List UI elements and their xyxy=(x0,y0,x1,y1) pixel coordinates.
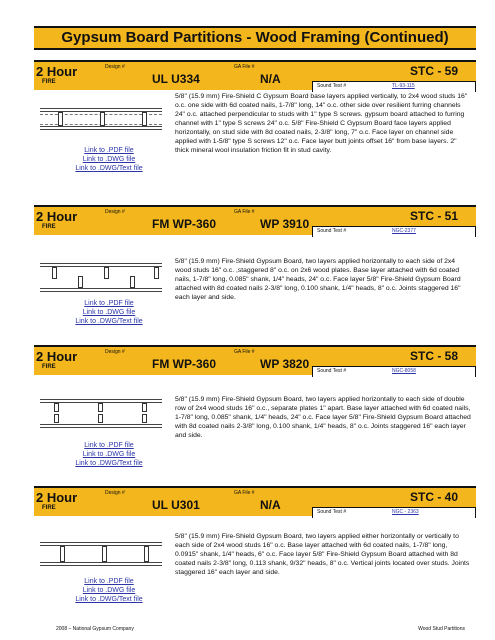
fire-rating: 2 Hour xyxy=(36,490,78,505)
file-links xyxy=(44,299,174,326)
assembly-drawing xyxy=(40,393,162,433)
stc-rating: STC - 58 xyxy=(409,349,458,363)
dwg-text-link[interactable]: Link to .DWG/Text file xyxy=(75,165,143,172)
sound-test-box xyxy=(312,507,476,518)
assembly-description: 5/8" (15.9 mm) Fire-Shield Gypsum Board, two layers applied either horizontally or vertically to each side of 2x4 wood studs 16" o.c. Base layer attached with 6d coated nails, 1-7/8" long, 0.0915" shank, 1/4" heads, 6" o.c. Face layer 5/8" Fire-Shield Gypsum Board attached with 8d coated nails 2-3/8" long, 0.113 shank, 9/32" heads, 8" o.c. Vertical joints located over studs. Joints staggered 16" each layer and side. xyxy=(175,533,470,576)
sound-test-box xyxy=(312,81,476,92)
pdf-link[interactable]: Link to .PDF file xyxy=(84,442,134,449)
ga-file-label: GA File # xyxy=(234,64,255,70)
ga-file-label: GA File # xyxy=(234,209,255,215)
sound-test-box xyxy=(312,226,476,237)
sound-test-label: Sound Test # xyxy=(317,228,347,234)
assembly-header xyxy=(34,345,476,375)
sound-test-link[interactable]: NGC-2377 xyxy=(392,228,416,234)
design-number: FM WP-360 xyxy=(152,217,217,231)
assembly-header xyxy=(34,205,476,235)
assembly-section-3 xyxy=(34,345,476,470)
design-label: Design # xyxy=(105,490,125,496)
design-label: Design # xyxy=(105,209,125,215)
file-links xyxy=(44,441,174,468)
design-number: UL U301 xyxy=(152,498,200,512)
pdf-link[interactable]: Link to .PDF file xyxy=(84,147,134,154)
dwg-text-link[interactable]: Link to .DWG/Text file xyxy=(75,596,143,603)
assembly-drawing xyxy=(40,257,162,297)
stc-rating: STC - 59 xyxy=(409,64,458,78)
assembly-header xyxy=(34,486,476,516)
ga-file-number: N/A xyxy=(260,72,281,86)
rating-type: FIRE xyxy=(42,364,56,370)
ga-file-label: GA File # xyxy=(234,490,255,496)
sound-test-label: Sound Test # xyxy=(317,368,347,374)
design-label: Design # xyxy=(105,64,125,70)
fire-rating: 2 Hour xyxy=(36,349,78,364)
pdf-link[interactable]: Link to .PDF file xyxy=(84,578,134,585)
page-title: Gypsum Board Partitions - Wood Framing (Continued) xyxy=(34,26,476,50)
dwg-link[interactable]: Link to .DWG file xyxy=(82,156,136,163)
sound-test-link[interactable]: TL-93-115 xyxy=(392,83,415,89)
assembly-header xyxy=(34,60,476,90)
ga-file-label: GA File # xyxy=(234,349,255,355)
assembly-description: 5/8" (15.9 mm) Fire-Shield Gypsum Board, two layers applied horizontally to each side of double row of 2x4 wood studs 16" o.c., separate plates 1" apart. Base layer attached with 6d coated nails, 1-7/8" long, 0.085" shank, 1/4" heads, 24" o.c. Face layer 5/8" Fire-Shield Gypsum Board attached with 8d coated nails 2-3/8" long, 0.100 shank, 1/4" heads, 8" o.c. Joints staggered 16" each layer and side. xyxy=(175,396,471,439)
pdf-link[interactable]: Link to .PDF file xyxy=(84,300,134,307)
dwg-link[interactable]: Link to .DWG file xyxy=(82,587,136,594)
rating-type: FIRE xyxy=(42,79,56,85)
sound-test-box xyxy=(312,366,476,377)
assembly-description: 5/8" (15.9 mm) Fire-Shield C Gypsum Board base layers applied vertically, to 2x4 wood studs 16" o.c. one side with 6d coated nails, 1-7/8" long, 14" o.c. other side over resilient furring channels 24" o.c. attached perpendicular to studs with 1" type S screws. gypsum board attached to furring channel with 1" type S screws 24" o.c. 5/8" Fire-Shield C Gypsum Board face layers applied horizontally, on stud side with 8d coated nails, 2-3/8" long, 7" o.c. Face layer on channel side applied with 1-5/8" type S screws 12" o.c. Face layer butt joints offset 16" from base layers. 2" thick mineral wool insulation friction fit in stud cavity. xyxy=(175,93,468,154)
dwg-text-link[interactable]: Link to .DWG/Text file xyxy=(75,318,143,325)
sound-test-label: Sound Test # xyxy=(317,509,347,515)
stc-rating: STC - 40 xyxy=(409,490,458,504)
sound-test-link[interactable]: NGC - 2363 xyxy=(392,509,419,515)
dwg-link[interactable]: Link to .DWG file xyxy=(82,451,136,458)
assembly-section-2 xyxy=(34,205,476,333)
assembly-drawing xyxy=(40,538,162,572)
file-links xyxy=(44,146,174,173)
assembly-section-4 xyxy=(34,486,476,616)
fire-rating: 2 Hour xyxy=(36,64,78,79)
dwg-link[interactable]: Link to .DWG file xyxy=(82,309,136,316)
footer-copyright: 2008 – National Gypsum Company xyxy=(56,626,134,632)
ga-file-number: WP 3820 xyxy=(260,357,310,371)
design-number: UL U334 xyxy=(152,72,200,86)
fire-rating: 2 Hour xyxy=(36,209,78,224)
ga-file-number: N/A xyxy=(260,498,281,512)
sound-test-link[interactable]: NGC-8058 xyxy=(392,368,416,374)
ga-file-number: WP 3910 xyxy=(260,217,310,231)
assembly-description: 5/8" (15.9 mm) Fire-Shield Gypsum Board, two layers applied horizontally to each side of 2x4 wood studs 16" o.c. ,staggered 8" o.c. on 2x6 wood plates. Base layer attached with 6d coated nails, 1-7/8" long, 0.085" shank, 1/4" heads, 24" o.c. Face layer 5/8" Fire-Shield Gypsum Board attached with 8d coated nails 2-3/8" long, 0.100 shank, 1/4" heads, 8" o.c. Joints staggered 16" each layer and side. xyxy=(175,258,461,301)
design-label: Design # xyxy=(105,349,125,355)
rating-type: FIRE xyxy=(42,505,56,511)
footer-section-name: Wood Stud Partitions xyxy=(418,626,465,632)
design-number: FM WP-360 xyxy=(152,357,217,371)
file-links xyxy=(44,577,174,604)
assembly-section-1 xyxy=(34,60,476,175)
sound-test-label: Sound Test # xyxy=(317,83,347,89)
dwg-text-link[interactable]: Link to .DWG/Text file xyxy=(75,460,143,467)
rating-type: FIRE xyxy=(42,224,56,230)
stc-rating: STC - 51 xyxy=(409,209,458,223)
assembly-drawing xyxy=(40,100,162,138)
